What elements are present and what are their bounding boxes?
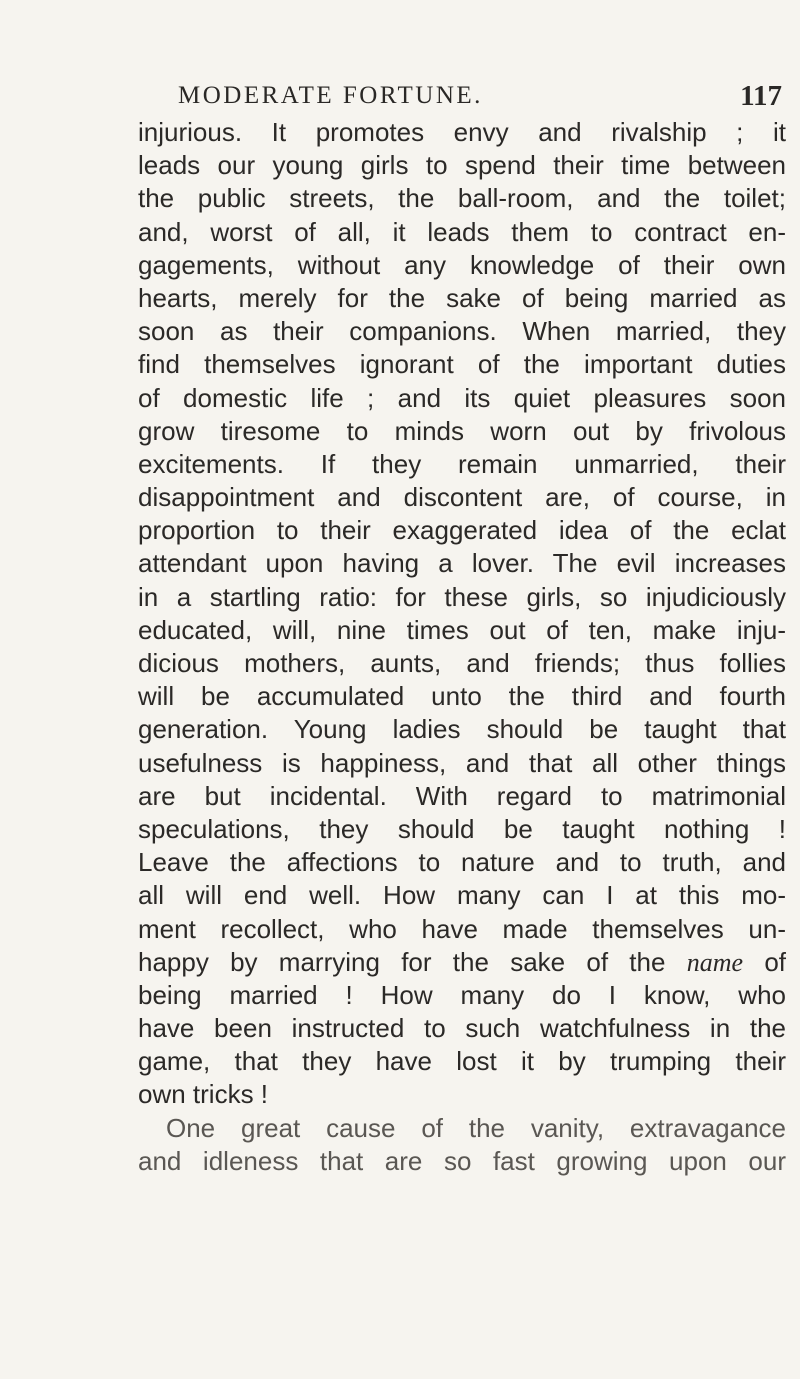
text-line: proportion to their exaggerated idea of the eclat: [138, 515, 786, 546]
text-segment: happy by marrying for the sake of the: [138, 946, 666, 977]
text-line: being married ! How many do I know, who: [138, 979, 786, 1010]
text-line: and idleness that are so fast growing upon our: [138, 1145, 786, 1176]
text-line: speculations, they should be taught nothing !: [138, 813, 786, 844]
text-line: have been instructed to such watchfulness in the: [138, 1013, 786, 1044]
text-line: leads our young girls to spend their time between: [138, 150, 786, 181]
italic-word: name: [686, 947, 744, 977]
page-number: 117: [740, 80, 782, 112]
text-line: and, worst of all, it leads them to contract en-: [138, 216, 786, 247]
text-line: dicious mothers, aunts, and friends; thus follies: [138, 648, 786, 678]
text-line: all will end well. How many can I at this mo-: [138, 880, 786, 911]
text-segment: of: [764, 946, 786, 977]
text-line: game, that they have lost it by trumping their: [138, 1046, 786, 1077]
text-line: Leave the affections to nature and to truth, and: [138, 847, 786, 878]
text-line-with-italic: [138, 946, 786, 979]
running-title: MODERATE FORTUNE.: [178, 82, 483, 109]
text-line: of domestic life ; and its quiet pleasures soon: [138, 382, 786, 413]
paragraph-end-line: own tricks !: [138, 1079, 269, 1110]
text-line: are but incidental. With regard to matrimonial: [138, 780, 786, 811]
text-line: hearts, merely for the sake of being married as: [138, 282, 786, 313]
text-line: attendant upon having a lover. The evil increases: [138, 548, 786, 579]
body-text: [138, 116, 786, 1178]
text-line: in a startling ratio: for these girls, so injudiciously: [138, 581, 786, 612]
text-line: excitements. If they remain unmarried, their: [138, 448, 786, 479]
text-line: find themselves ignorant of the important duties: [138, 349, 786, 380]
text-line: injurious. It promotes envy and rivalship ; it: [138, 117, 786, 147]
text-line: ment recollect, who have made themselves un-: [138, 913, 786, 944]
text-line: gagements, without any knowledge of their own: [138, 249, 786, 280]
text-line: disappointment and discontent are, of course, in: [138, 482, 786, 513]
text-line: generation. Young ladies should be taught that: [138, 714, 786, 745]
text-line: grow tiresome to minds worn out by frivolous: [138, 415, 786, 446]
text-line: the public streets, the ball-room, and the toilet;: [138, 183, 786, 214]
text-line: soon as their companions. When married, they: [138, 316, 786, 347]
paragraph-start-line: One great cause of the vanity, extravagance: [166, 1112, 786, 1143]
text-line: educated, will, nine times out of ten, make inju-: [138, 614, 786, 645]
text-line: will be accumulated unto the third and fourth: [138, 681, 786, 712]
running-head: [130, 82, 782, 116]
text-line: usefulness is happiness, and that all other things: [138, 747, 786, 778]
